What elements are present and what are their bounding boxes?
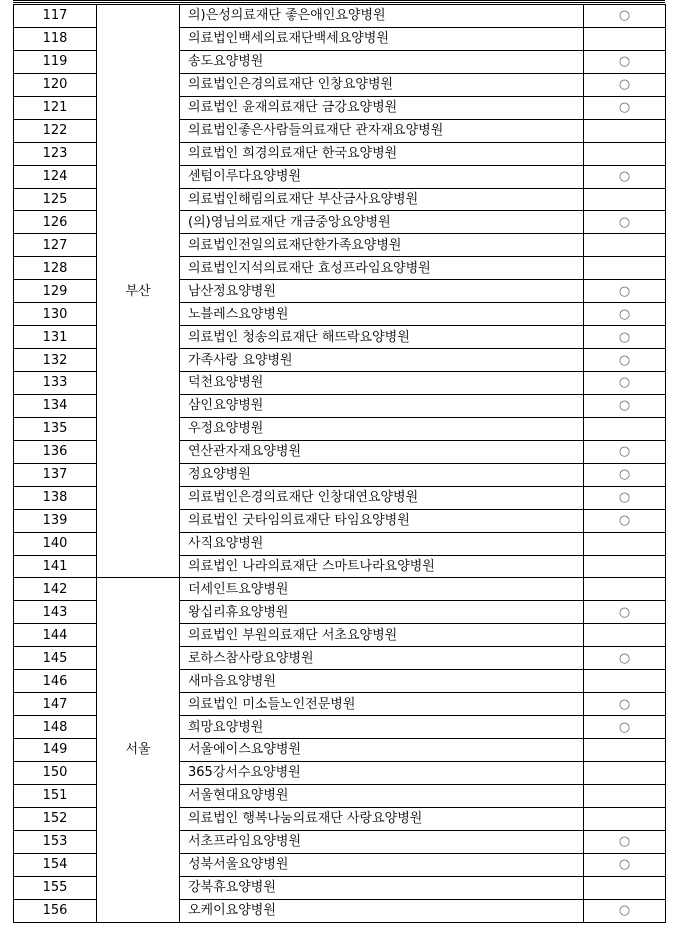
row-number: 150 <box>14 761 97 784</box>
region-cell: 서울 <box>97 578 180 922</box>
designation-mark: ○ <box>584 372 666 395</box>
hospital-name: 365강서수요양병원 <box>180 761 584 784</box>
hospital-name: 더세인트요양병원 <box>180 578 584 601</box>
row-number: 135 <box>14 417 97 440</box>
row-number: 142 <box>14 578 97 601</box>
designation-mark: ○ <box>584 601 666 624</box>
designation-mark: ○ <box>584 463 666 486</box>
row-number: 152 <box>14 807 97 830</box>
designation-mark: ○ <box>584 211 666 234</box>
designation-mark: ○ <box>584 899 666 922</box>
row-number: 154 <box>14 853 97 876</box>
designation-mark <box>584 807 666 830</box>
region-cell: 부산 <box>97 5 180 578</box>
designation-mark: ○ <box>584 165 666 188</box>
table-row <box>14 578 666 601</box>
hospital-name: 왕십리휴요양병원 <box>180 601 584 624</box>
row-number: 144 <box>14 624 97 647</box>
hospital-name: 희망요양병원 <box>180 716 584 739</box>
designation-mark: ○ <box>584 486 666 509</box>
row-number: 143 <box>14 601 97 624</box>
row-number: 140 <box>14 532 97 555</box>
designation-mark <box>584 670 666 693</box>
designation-mark <box>584 578 666 601</box>
hospital-name: 의료법인 나라의료재단 스마트나라요양병원 <box>180 555 584 578</box>
designation-mark <box>584 876 666 899</box>
hospital-name: 의료법인 행복나눔의료재단 사랑요양병원 <box>180 807 584 830</box>
hospital-name: 의료법인 굿타임의료재단 타임요양병원 <box>180 509 584 532</box>
table-row <box>14 5 666 28</box>
row-number: 128 <box>14 257 97 280</box>
designation-mark <box>584 555 666 578</box>
designation-mark: ○ <box>584 716 666 739</box>
designation-mark <box>584 119 666 142</box>
designation-mark <box>584 142 666 165</box>
row-number: 130 <box>14 303 97 326</box>
row-number: 120 <box>14 73 97 96</box>
row-number: 145 <box>14 647 97 670</box>
hospital-name: 우정요양병원 <box>180 417 584 440</box>
table-top-border <box>13 0 665 3</box>
hospital-name: 의료법인은경의료재단 인창요양병원 <box>180 73 584 96</box>
hospital-name: 서울에이스요양병원 <box>180 739 584 762</box>
designation-mark: ○ <box>584 647 666 670</box>
row-number: 156 <box>14 899 97 922</box>
row-number: 138 <box>14 486 97 509</box>
designation-mark: ○ <box>584 303 666 326</box>
designation-mark: ○ <box>584 73 666 96</box>
hospital-name: 가족사랑 요양병원 <box>180 349 584 372</box>
hospital-name: 의료법인전일의료재단한가족요양병원 <box>180 234 584 257</box>
row-number: 153 <box>14 830 97 853</box>
hospital-name: 의료법인 청송의료재단 해뜨락요양병원 <box>180 326 584 349</box>
row-number: 139 <box>14 509 97 532</box>
designation-mark <box>584 624 666 647</box>
row-number: 137 <box>14 463 97 486</box>
hospital-table <box>13 4 666 923</box>
designation-mark: ○ <box>584 509 666 532</box>
row-number: 119 <box>14 50 97 73</box>
row-number: 151 <box>14 784 97 807</box>
designation-mark: ○ <box>584 693 666 716</box>
hospital-name: 강북휴요양병원 <box>180 876 584 899</box>
hospital-name: 의료법인지석의료재단 효성프라임요양병원 <box>180 257 584 280</box>
row-number: 125 <box>14 188 97 211</box>
designation-mark <box>584 257 666 280</box>
hospital-name: 성북서울요양병원 <box>180 853 584 876</box>
hospital-name: 오케이요양병원 <box>180 899 584 922</box>
designation-mark <box>584 739 666 762</box>
hospital-name: 의료법인 부원의료재단 서초요양병원 <box>180 624 584 647</box>
row-number: 123 <box>14 142 97 165</box>
hospital-name: 의)은성의료재단 좋은애인요양병원 <box>180 5 584 28</box>
hospital-name: 정요양병원 <box>180 463 584 486</box>
designation-mark <box>584 784 666 807</box>
hospital-table-body <box>14 5 666 923</box>
designation-mark <box>584 761 666 784</box>
hospital-name: 의료법인은경의료재단 인창대연요양병원 <box>180 486 584 509</box>
designation-mark: ○ <box>584 349 666 372</box>
designation-mark: ○ <box>584 5 666 28</box>
row-number: 117 <box>14 5 97 28</box>
hospital-name: 서울현대요양병원 <box>180 784 584 807</box>
row-number: 155 <box>14 876 97 899</box>
row-number: 131 <box>14 326 97 349</box>
hospital-name: 사직요양병원 <box>180 532 584 555</box>
row-number: 124 <box>14 165 97 188</box>
hospital-name: 서초프라임요양병원 <box>180 830 584 853</box>
hospital-name: 의료법인 희경의료재단 한국요양병원 <box>180 142 584 165</box>
row-number: 118 <box>14 27 97 50</box>
designation-mark: ○ <box>584 394 666 417</box>
row-number: 127 <box>14 234 97 257</box>
hospital-name: 의료법인해림의료재단 부산금사요양병원 <box>180 188 584 211</box>
row-number: 126 <box>14 211 97 234</box>
designation-mark <box>584 234 666 257</box>
row-number: 133 <box>14 372 97 395</box>
hospital-name: 의료법인 윤재의료재단 금강요양병원 <box>180 96 584 119</box>
row-number: 136 <box>14 440 97 463</box>
hospital-name: 노블레스요양병원 <box>180 303 584 326</box>
row-number: 148 <box>14 716 97 739</box>
hospital-name: 의료법인좋은사람들의료재단 관자재요양병원 <box>180 119 584 142</box>
designation-mark <box>584 188 666 211</box>
designation-mark: ○ <box>584 853 666 876</box>
hospital-name: 로하스참사랑요양병원 <box>180 647 584 670</box>
hospital-name: 센텀이루다요양병원 <box>180 165 584 188</box>
designation-mark: ○ <box>584 50 666 73</box>
hospital-name: 의료법인 미소들노인전문병원 <box>180 693 584 716</box>
designation-mark: ○ <box>584 440 666 463</box>
row-number: 149 <box>14 739 97 762</box>
designation-mark: ○ <box>584 830 666 853</box>
hospital-name: (의)영님의료재단 개금중앙요양병원 <box>180 211 584 234</box>
designation-mark <box>584 27 666 50</box>
designation-mark: ○ <box>584 280 666 303</box>
hospital-name: 삼인요양병원 <box>180 394 584 417</box>
row-number: 134 <box>14 394 97 417</box>
designation-mark: ○ <box>584 96 666 119</box>
row-number: 132 <box>14 349 97 372</box>
row-number: 141 <box>14 555 97 578</box>
hospital-name: 남산정요양병원 <box>180 280 584 303</box>
hospital-name: 송도요양병원 <box>180 50 584 73</box>
designation-mark <box>584 417 666 440</box>
hospital-name: 의료법인백세의료재단백세요양병원 <box>180 27 584 50</box>
designation-mark <box>584 532 666 555</box>
row-number: 121 <box>14 96 97 119</box>
designation-mark: ○ <box>584 326 666 349</box>
hospital-name: 덕천요양병원 <box>180 372 584 395</box>
hospital-name: 연산관자재요양병원 <box>180 440 584 463</box>
row-number: 122 <box>14 119 97 142</box>
row-number: 129 <box>14 280 97 303</box>
row-number: 147 <box>14 693 97 716</box>
hospital-name: 새마음요양병원 <box>180 670 584 693</box>
row-number: 146 <box>14 670 97 693</box>
